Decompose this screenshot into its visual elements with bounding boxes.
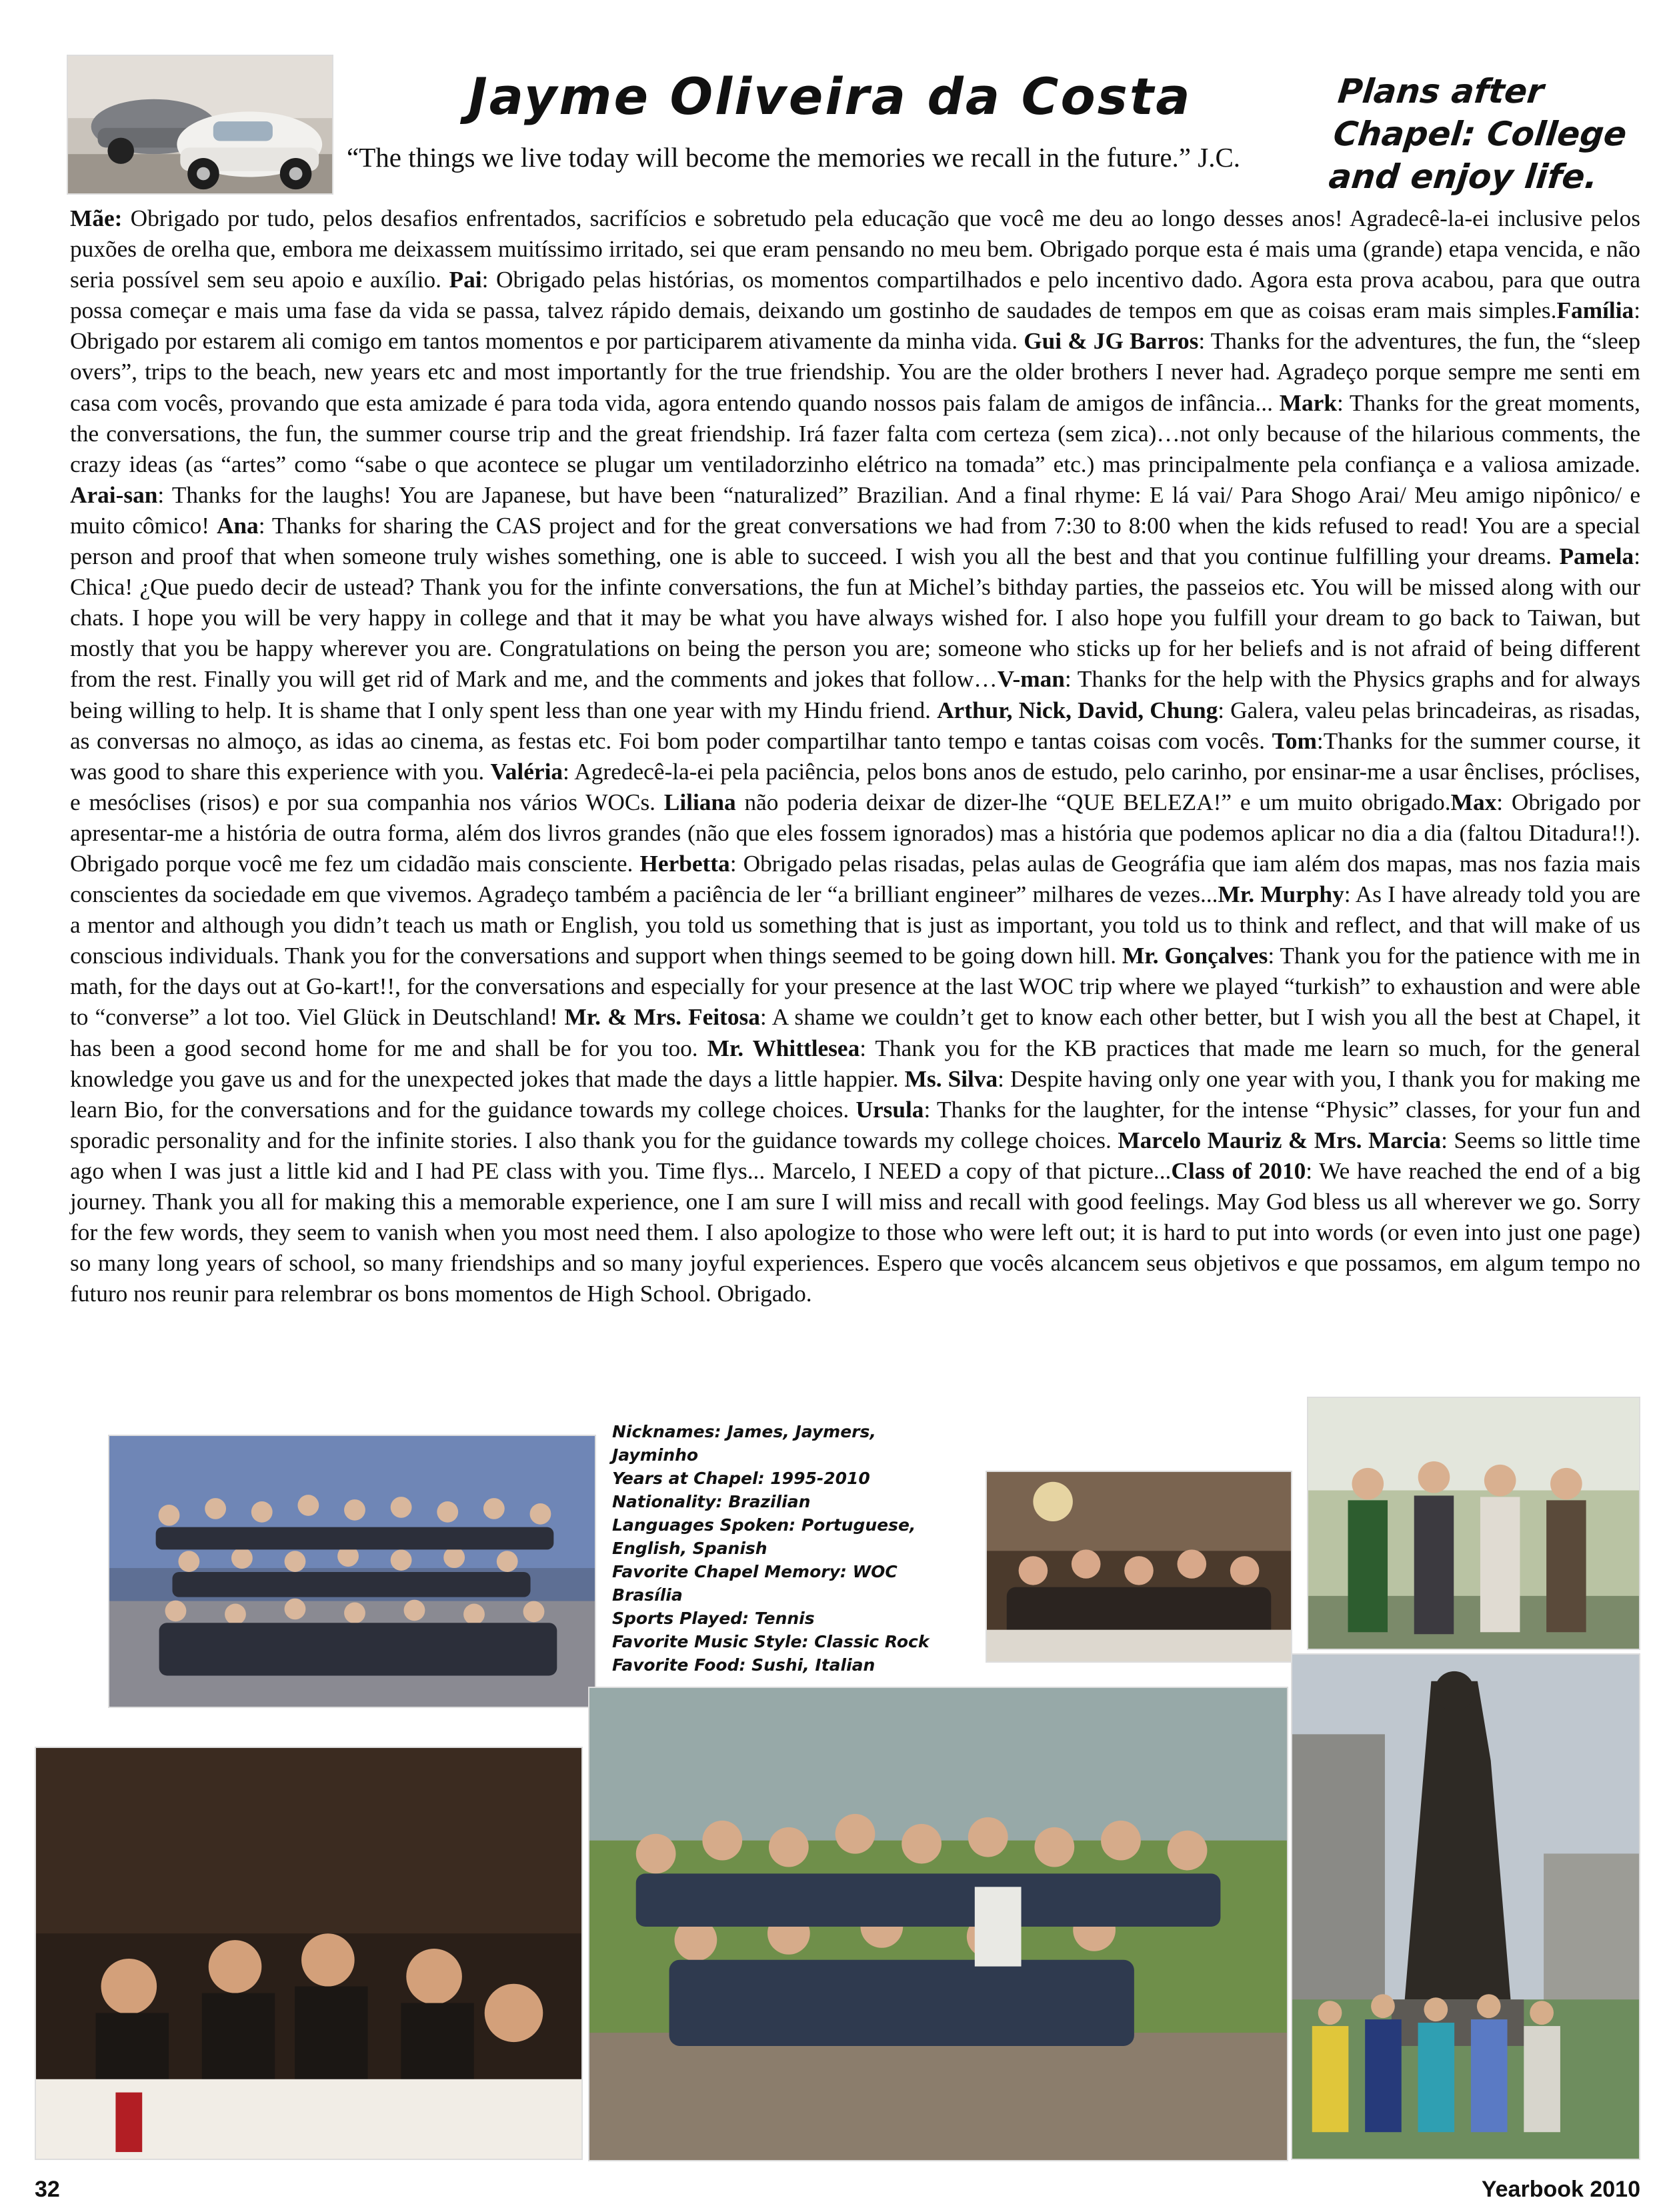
dedication-name: Pamela: [1559, 543, 1634, 570]
dedication-name: Arai-san: [70, 481, 158, 508]
dedication-message: : A shame we couldn’t get to know each other better, but I wish you all the best at Chapel, it has been a good second home for me and shall be for you too.: [70, 1004, 1641, 1061]
hallway-friends-photo: [1307, 1397, 1640, 1650]
dedication-name: Class of 2010: [1171, 1157, 1306, 1184]
dedication-text: [70, 203, 1640, 1309]
dedication-message: : Thanks for the help with the Physics graphs and for always being willing to help. It is shame that I only spent less than one year with my Hindu friend.: [70, 666, 1640, 723]
dedication-message: : Obrigado por estarem ali comigo em tantos momentos e por participarem ativamente da minha vida.: [70, 297, 1640, 355]
dedication-message: Obrigado por tudo, pelos desafios enfrentados, sacrifícios e sobretudo pela educação que você me deu ao longo desses anos! Agradecê-la-ei inclusive pelos puxões de orelha que, embora me deixassem muitíssimo irritado, sei que eram pensando no meu bem. Obrigado porque esta é mais uma (grande) etapa vencida, e não seria possível sem seu apoio e auxílio.: [70, 205, 1640, 293]
dedication-message: : Agredecê-la-ei pela paciência, pelos bons anos de estudo, pelo carinho, por ensinar-me a usar ênclises, próclises, e mesóclises (risos) e por sua companhia nos vários WOCs.: [70, 758, 1640, 815]
dedication-name: Família: [1556, 297, 1634, 324]
dedication-name: Mr. & Mrs. Feitosa: [564, 1004, 760, 1031]
dedication-name: Mr. Whittlesea: [707, 1035, 860, 1061]
dedication-message: : Obrigado por apresentar-me a história de outra forma, além dos livros grandes (não que eles fossem ignorados) mas a história que podemos aplicar no dia a dia (faltou Ditadura!!). Obrigado porque você me fez um cidadão mais consciente.: [70, 789, 1640, 877]
plans-after-chapel: Plans after Chapel: College and enjoy life.: [1327, 72, 1629, 196]
dedication-name: Ursula: [856, 1096, 924, 1123]
dedication-name: Mr. Murphy: [1218, 881, 1344, 908]
fact-item: Nationality: Brazilian: [612, 1492, 811, 1511]
statue-group-photo: [1291, 1653, 1640, 2160]
fact-item: Favorite Chapel Memory: WOC Brasília: [612, 1562, 898, 1605]
dedication-name: Herbetta: [639, 850, 730, 877]
fact-item: Years at Chapel: 1995-2010: [612, 1469, 870, 1488]
fact-item: Languages Spoken: Portuguese, English, Spanish: [612, 1515, 916, 1558]
class-group-photo: [108, 1435, 596, 1708]
restaurant-friends-photo: [986, 1471, 1292, 1663]
cars-photo: [67, 55, 333, 195]
dedication-name: Arthur, Nick, David, Chung: [937, 697, 1218, 723]
dedication-message: : Seems so little time ago when I was just a little kid and I had PE class with you. Time flys... Marcelo, I NEED a copy of that picture...: [70, 1127, 1641, 1184]
student-facts: [612, 1420, 959, 1677]
dedication-message: : As I have already told you are a mentor and although you didn’t teach us math or English, you told us something that is just as important, you told us to think and reflect, and that will make of us conscious individuals. Thank you for the conversations and support when things seemed to be going down hill.: [70, 881, 1640, 969]
dedication-message: não poderia deixar de dizer-lhe “QUE BELEZA!” e um muito obrigado.: [735, 789, 1451, 815]
dedication-message: :Thanks for the summer course, it was good to share this experience with you.: [70, 727, 1641, 785]
dedication-message: : Chica! ¿Que puedo decir de ustead? Thank you for the infinte conversations, the fun at Michel’s bithday parties, the passeios etc. You will be missed along with our chats. I hope you will be very happy in college and that it may be what you have always wished for. I also hope you fulfill your dream to go back to Taiwan, but mostly that you be happy wherever you are. Congratulations on being the person you are; someone who sticks up for her beliefs and is not afraid of being different from the rest. Finally you will get rid of Mark and me, and the comments and jokes that follow…: [70, 543, 1640, 693]
dedication-name: Ana: [216, 512, 259, 539]
senior-quote: “The things we live today will become the memories we recall in the future.” J.C.: [347, 142, 1241, 173]
dedication-message: : Thanks for sharing the CAS project and for the great conversations we had from 7:30 to 8:00 when the kids refused to read! You are a special person and proof that when someone truly wishes something, one is able to succeed. I wish you all the best and that you continue fulfilling your dreams.: [70, 512, 1640, 570]
dedication-message: : Galera, valeu pelas brincadeiras, as risadas, as conversas no almoço, as idas ao cinema, as festas etc. Foi bom poder compartilhar tanto tempo e tantas coisas com vocês.: [70, 697, 1640, 754]
outdoor-group-photo: [588, 1687, 1288, 2161]
fact-item: Sports Played: Tennis: [612, 1609, 815, 1628]
dedication-message: : Thank you for the KB practices that made me learn so much, for the general knowledge you gave us and for the unexpected jokes that made the days a little happier.: [70, 1035, 1640, 1092]
restaurant-table-photo: [35, 1747, 583, 2160]
dedication-name: Mr. Gonçalves: [1122, 943, 1268, 969]
dedication-message: : Obrigado pelas risadas, pelas aulas de Geográfia que iam além dos mapas, mas nos fazia mais conscientes da sociedade em que vivemos. Agradeço também a paciência de ler “a brilliant engineer” milhares de vezes...: [70, 850, 1641, 908]
dedication-name: Ms. Silva: [904, 1065, 998, 1092]
dedication-message: : Thanks for the adventures, the fun, the “sleep overs”, trips to the beach, new years etc and most importantly for the true friendship. You are the older brothers I never had. Agradeço porque sempre me senti em casa com vocês, provando que esta amizade é para toda vida, agora entendo quando nossos pais falam de amigos de infância...: [70, 328, 1640, 416]
dedication-message: : Thank you for the patience with me in math, for the days out at Go-kart!!, for the conversations and especially for your presence at the last WOC trip where we played “turkish” to exhaustion and were able to “converse” a lot too. Viel Glück in Deutschland!: [70, 943, 1640, 1031]
dedication-name: Pai: [449, 267, 482, 293]
dedication-message: : We have reached the end of a big journey. Thank you all for making this a memorable experience, one I am sure I will miss and recall with good feelings. May God bless us all wherever we go. Sorry for the few words, they seem to vanish when you most need them. I also apologize to those who were left out; it is hard to put into words (or even into just one page) so many long years of school, so many friendships and so many joyful experiences. Espero que vocês alcancem seus objetivos e que possamos, em algum tempo no futuro nos reunir para relembrar os bons momentos de High School. Obrigado.: [70, 1157, 1640, 1307]
dedication-message: : Despite having only one year with you, I thank you for making me learn Bio, for the conversations and for the guidance towards my college choices.: [70, 1065, 1641, 1123]
dedication-name: Mãe:: [70, 205, 123, 231]
yearbook-label: Yearbook 2010: [1481, 2177, 1640, 2202]
dedication-name: Max: [1450, 789, 1497, 815]
dedication-name: Valéria: [490, 758, 563, 785]
dedication-name: V-man: [997, 666, 1065, 693]
fact-item: Favorite Food: Sushi, Italian: [612, 1655, 876, 1675]
dedication-name: Gui & JG Barros: [1024, 328, 1199, 355]
dedication-message: : Thanks for the great moments, the conversations, the fun, the summer course trip and the great friendship. Irá fazer falta com certeza (sem zica)…not only because of the hilarious comments, the crazy ideas (as “artes” como “sabe o que acontece se plugar um ventiladorzinho elétrico na tomada” etc.) mas principalmente pela confiança e a valiosa amizade.: [70, 389, 1640, 477]
dedication-message: : Thanks for the laughs! You are Japanese, but have been “naturalized” Brazilian. And a final rhyme: E lá vai/ Para Shogo Arai/ Meu amigo nipônico/ e muito cômico!: [70, 481, 1640, 539]
fact-item: Favorite Music Style: Classic Rock: [612, 1632, 930, 1651]
dedication-name: Marcelo Mauriz & Mrs. Marcia: [1118, 1127, 1442, 1153]
dedication-message: : Thanks for the laughter, for the intense “Physic” classes, for your fun and sporadic personality and for the infinite stories. I also thank you for the guidance towards my college choices.: [70, 1096, 1640, 1153]
dedication-message: : Obrigado pelas histórias, os momentos compartilhados e pelo incentivo dado. Agora esta prova acabou, para que outra possa começar e mais uma fase da vida se passa, talvez rápido demais, deixando um gostinho de saudades de tempos em que as coisas eram mais simples.: [70, 267, 1641, 324]
dedication-name: Mark: [1279, 389, 1337, 416]
fact-item: Nicknames: James, Jaymers, Jayminho: [612, 1422, 876, 1465]
page-number: 32: [35, 2177, 60, 2202]
dedication-name: Tom: [1272, 727, 1317, 754]
student-name: Jayme Oliveira da Costa: [468, 67, 1192, 126]
dedication-name: Liliana: [663, 789, 736, 815]
